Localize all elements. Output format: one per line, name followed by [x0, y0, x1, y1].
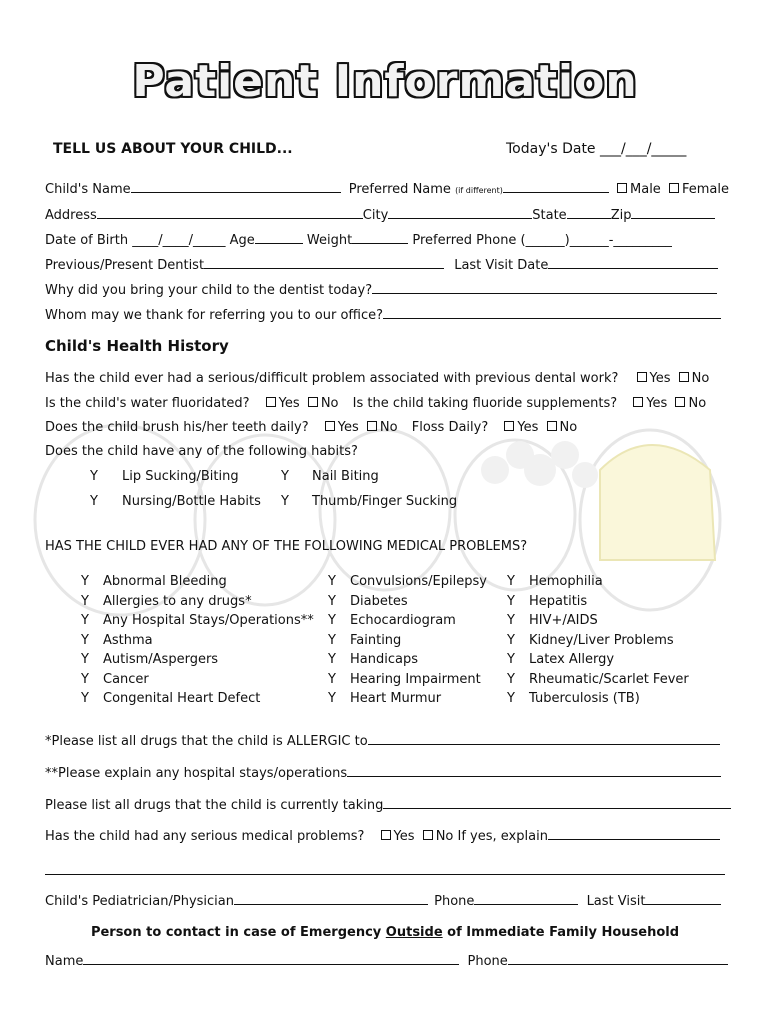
allergic-input[interactable] — [368, 732, 720, 745]
referral-label: Whom may we thank for referring you to our office? — [45, 308, 384, 323]
medical-problem-label: Allergies to any drugs* — [103, 593, 252, 609]
emergency-heading — [0, 924, 770, 941]
medical-problem-y-marker[interactable]: Y — [328, 652, 336, 667]
fluoridated-yes-checkbox[interactable] — [266, 397, 276, 407]
dob-field[interactable]: Date of Birth ____/____/_____ — [45, 233, 226, 248]
medical-problem-item — [81, 651, 314, 671]
medical-problem-y-marker[interactable]: Y — [81, 613, 89, 628]
medical-problem-y-marker[interactable]: Y — [81, 574, 89, 589]
medical-problem-item — [507, 593, 689, 613]
medical-problem-item — [81, 593, 314, 613]
serious-problems-no-checkbox[interactable] — [423, 830, 433, 840]
serious-problem-no-checkbox[interactable] — [679, 372, 689, 382]
preferred-phone-field[interactable]: Preferred Phone (______)______-_________ — [412, 233, 672, 248]
tell-us-heading: TELL US ABOUT YOUR CHILD... — [53, 141, 293, 157]
medical-problem-item — [328, 632, 487, 652]
age-label: Age — [229, 233, 255, 248]
brush-question: Does the child brush his/her teeth daily? — [45, 420, 309, 435]
childs-name-row — [45, 180, 729, 199]
medical-problem-item — [328, 593, 487, 613]
medical-problem-item — [507, 573, 689, 593]
medical-problem-item — [507, 671, 689, 691]
no-label: No — [688, 396, 707, 411]
last-visit-input[interactable] — [645, 892, 721, 905]
medical-problem-label: Kidney/Liver Problems — [529, 632, 674, 648]
address-row — [45, 206, 715, 224]
medical-problem-item — [507, 632, 689, 652]
zip-input[interactable] — [631, 206, 715, 219]
fluoride-supp-question: Is the child taking fluoride supplements? — [352, 396, 618, 411]
medical-problem-y-marker[interactable]: Y — [507, 652, 515, 667]
medical-column-2 — [328, 573, 487, 710]
habit-y-marker[interactable]: Y — [90, 469, 98, 484]
female-label: Female — [681, 182, 729, 197]
childs-name-label: Child's Name — [45, 182, 131, 197]
zip-label: Zip — [610, 208, 632, 223]
medical-problem-label: Rheumatic/Scarlet Fever — [529, 671, 689, 687]
medical-problem-item — [328, 651, 487, 671]
habit-item: Nursing/Bottle Habits — [122, 494, 261, 509]
referral-row — [45, 306, 721, 324]
medical-problem-label: Cancer — [103, 671, 149, 687]
habit-y-marker[interactable]: Y — [281, 469, 289, 484]
no-label: No — [379, 420, 398, 435]
emergency-phone-input[interactable] — [508, 952, 728, 965]
male-label: Male — [630, 182, 661, 197]
previous-dentist-input[interactable] — [204, 256, 444, 269]
medical-problem-item — [81, 573, 314, 593]
city-label: City — [362, 208, 389, 223]
current-drugs-row — [45, 796, 731, 814]
medical-problem-y-marker[interactable]: Y — [507, 632, 515, 648]
medical-problem-item — [81, 671, 314, 691]
state-label: State — [532, 208, 567, 223]
explain-continuation-line[interactable] — [45, 860, 725, 875]
dob-row — [45, 231, 672, 249]
fluoride-supp-yes-checkbox[interactable] — [633, 397, 643, 407]
medical-problem-y-marker[interactable]: Y — [507, 613, 515, 628]
brush-no-checkbox[interactable] — [367, 421, 377, 431]
previous-dentist-row — [45, 256, 718, 274]
yes-label: Yes — [649, 371, 671, 386]
medical-problem-label: Latex Allergy — [529, 652, 615, 667]
medical-problem-y-marker[interactable]: Y — [507, 574, 515, 589]
medical-problem-label: Abnormal Bleeding — [103, 574, 227, 589]
serious-problem-yes-checkbox[interactable] — [637, 372, 647, 382]
medical-problem-item — [328, 671, 487, 691]
medical-problems-heading: HAS THE CHILD EVER HAD ANY OF THE FOLLOWING MEDICAL PROBLEMS? — [45, 539, 528, 554]
emergency-heading-outside: Outside — [385, 925, 443, 940]
medical-problem-item — [328, 573, 487, 593]
medical-problem-y-marker[interactable]: Y — [81, 632, 89, 648]
floss-yes-checkbox[interactable] — [504, 421, 514, 431]
medical-problem-label: Any Hospital Stays/Operations** — [103, 613, 314, 628]
no-label: No — [435, 829, 454, 844]
medical-problem-label: Fainting — [350, 632, 402, 648]
preferred-name-input[interactable] — [503, 180, 609, 193]
pediatrician-row — [45, 892, 721, 910]
last-visit-date-input[interactable] — [548, 256, 718, 269]
medical-problem-item — [507, 612, 689, 632]
medical-problem-item — [81, 632, 314, 652]
brush-floss-row — [45, 419, 577, 436]
yes-label: Yes — [337, 420, 359, 435]
if-yes-label: If yes, explain — [457, 829, 548, 844]
medical-problem-y-marker[interactable]: Y — [507, 691, 515, 706]
no-label: No — [691, 371, 710, 386]
if-different-note: (if different) — [455, 186, 503, 195]
health-history-heading: Child's Health History — [45, 337, 229, 355]
serious-problems-yes-checkbox[interactable] — [381, 830, 391, 840]
medical-problem-label: Tuberculosis (TB) — [529, 691, 640, 706]
medical-problem-label: Congenital Heart Defect — [103, 691, 261, 706]
floss-question: Floss Daily? — [411, 420, 489, 435]
hospital-input[interactable] — [347, 764, 721, 777]
current-drugs-label: Please list all drugs that the child is currently taking — [45, 798, 384, 813]
address-input[interactable] — [97, 206, 363, 219]
referral-input[interactable] — [383, 306, 721, 319]
yes-label: Yes — [646, 396, 668, 411]
medical-problem-y-marker[interactable]: Y — [328, 593, 336, 609]
pediatrician-phone-label: Phone — [434, 894, 475, 909]
medical-problem-item — [328, 690, 487, 710]
fluoride-row — [45, 395, 706, 412]
allergic-label: *Please list all drugs that the child is ALLERGIC to — [45, 734, 368, 749]
medical-problem-item — [81, 690, 314, 710]
if-yes-input[interactable] — [548, 827, 720, 840]
habit-item: Thumb/Finger Sucking — [312, 494, 458, 509]
habit-y-marker[interactable]: Y — [281, 494, 289, 509]
male-checkbox[interactable] — [617, 183, 627, 193]
medical-problem-y-marker[interactable]: Y — [328, 691, 336, 706]
no-label: No — [320, 396, 339, 411]
medical-problem-y-marker[interactable]: Y — [507, 671, 515, 687]
age-input[interactable] — [255, 231, 303, 244]
why-visit-label: Why did you bring your child to the dentist today? — [45, 283, 373, 298]
serious-problems-label: Has the child had any serious medical problems? — [45, 829, 365, 844]
medical-problem-y-marker[interactable]: Y — [81, 593, 89, 609]
medical-column-1 — [81, 573, 314, 710]
state-input[interactable] — [567, 206, 611, 219]
emergency-name-input[interactable] — [83, 952, 459, 965]
medical-problem-label: Heart Murmur — [350, 691, 442, 706]
emergency-phone-label: Phone — [467, 954, 508, 969]
medical-problem-y-marker[interactable]: Y — [81, 671, 89, 687]
habits-question: Does the child have any of the following habits? — [45, 444, 358, 459]
medical-problem-label: HIV+/AIDS — [529, 613, 598, 628]
medical-problem-item — [507, 690, 689, 710]
brush-yes-checkbox[interactable] — [325, 421, 335, 431]
why-visit-input[interactable] — [372, 281, 717, 294]
city-input[interactable] — [388, 206, 532, 219]
emergency-heading-post: of Immediate Family Household — [442, 925, 680, 940]
medical-problem-label: Handicaps — [350, 652, 418, 667]
floss-no-checkbox[interactable] — [547, 421, 557, 431]
last-visit-label: Last Visit — [586, 894, 646, 909]
why-visit-row — [45, 281, 717, 299]
medical-problem-y-marker[interactable]: Y — [81, 691, 89, 706]
serious-problem-row — [45, 370, 709, 387]
medical-problem-y-marker[interactable]: Y — [328, 574, 336, 589]
allergic-row — [45, 732, 720, 750]
medical-problem-label: Hearing Impairment — [350, 671, 481, 687]
pediatrician-phone-input[interactable] — [474, 892, 578, 905]
current-drugs-input[interactable] — [383, 796, 731, 809]
address-label: Address — [45, 208, 97, 223]
serious-problem-question: Has the child ever had a serious/difficult problem associated with previous dental work? — [45, 371, 619, 386]
medical-problem-label: Asthma — [103, 632, 153, 648]
yes-label: Yes — [393, 829, 415, 844]
medical-problem-label: Hemophilia — [529, 574, 603, 589]
medical-problem-label: Echocardiogram — [350, 613, 456, 628]
medical-problem-y-marker[interactable]: Y — [328, 671, 336, 687]
medical-column-3 — [507, 573, 689, 710]
habit-y-marker[interactable]: Y — [90, 494, 98, 509]
medical-problem-item — [81, 612, 314, 632]
emergency-heading-pre: Person to contact in case of Emergency — [90, 925, 386, 940]
medical-problem-label: Convulsions/Epilepsy — [350, 574, 487, 589]
preferred-name-label: Preferred Name — [348, 182, 451, 197]
pediatrician-input[interactable] — [234, 892, 428, 905]
medical-problem-item — [328, 612, 487, 632]
page-title: Patient Information — [132, 56, 638, 107]
previous-dentist-label: Previous/Present Dentist — [45, 258, 205, 273]
last-visit-date-label: Last Visit Date — [454, 258, 549, 273]
medical-problem-label: Autism/Aspergers — [103, 652, 219, 667]
hospital-label: **Please explain any hospital stays/operations — [45, 766, 348, 781]
fluoridated-no-checkbox[interactable] — [308, 397, 318, 407]
childs-name-input[interactable] — [131, 180, 341, 193]
female-checkbox[interactable] — [669, 183, 679, 193]
medical-problem-y-marker[interactable]: Y — [328, 613, 336, 628]
emergency-contact-row — [45, 952, 728, 970]
weight-input[interactable] — [352, 231, 408, 244]
medical-problem-label: Diabetes — [350, 593, 408, 609]
habit-item: Lip Sucking/Biting — [122, 469, 239, 484]
medical-problem-y-marker[interactable]: Y — [328, 632, 336, 648]
fluoridated-question: Is the child's water fluoridated? — [45, 396, 250, 411]
yes-label: Yes — [517, 420, 539, 435]
medical-problem-item — [507, 651, 689, 671]
no-label: No — [559, 420, 578, 435]
fluoride-supp-no-checkbox[interactable] — [675, 397, 685, 407]
habit-item: Nail Biting — [312, 469, 379, 484]
weight-label: Weight — [306, 233, 353, 248]
medical-problem-label: Hepatitis — [529, 593, 588, 609]
pediatrician-label: Child's Pediatrician/Physician — [45, 894, 234, 909]
yes-label: Yes — [278, 396, 300, 411]
hospital-row — [45, 764, 721, 782]
medical-problem-y-marker[interactable]: Y — [507, 593, 515, 609]
emergency-name-label: Name — [45, 954, 84, 969]
todays-date-field[interactable]: Today's Date ___/___/_____ — [506, 141, 687, 157]
serious-problems-row — [45, 827, 720, 845]
medical-problem-y-marker[interactable]: Y — [81, 652, 89, 667]
